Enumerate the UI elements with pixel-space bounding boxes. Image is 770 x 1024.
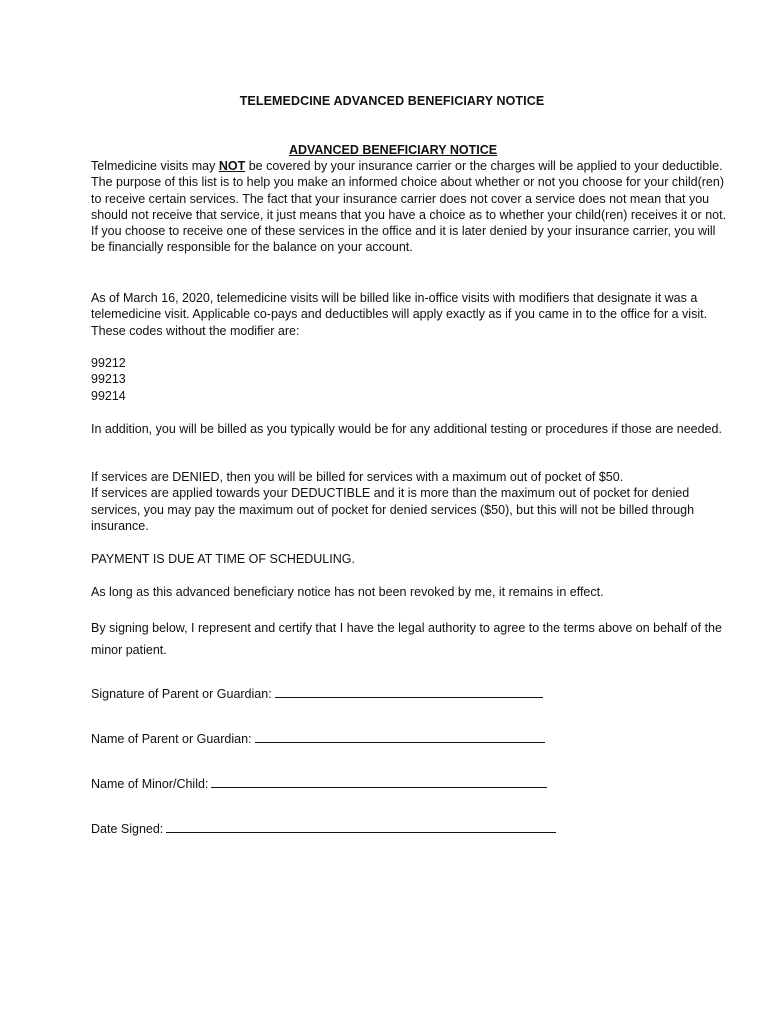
code-item: 99212 bbox=[91, 356, 126, 370]
date-signed-field[interactable] bbox=[91, 821, 556, 836]
signing-text: By signing below, I represent and certify that I have the legal authority to agree to the terms above on behalf of the minor patient. bbox=[91, 621, 722, 657]
code-list bbox=[91, 355, 731, 404]
minor-name-label: Name of Minor/Child: bbox=[91, 777, 209, 791]
additional-billing-paragraph bbox=[91, 421, 731, 437]
minor-name-field[interactable] bbox=[91, 776, 547, 791]
guardian-name-line[interactable] bbox=[255, 731, 545, 743]
code-item: 99213 bbox=[91, 372, 126, 387]
denied-services-paragraph bbox=[91, 469, 731, 534]
billing-paragraph bbox=[91, 290, 731, 339]
date-signed-label: Date Signed: bbox=[91, 822, 164, 836]
signing-paragraph bbox=[91, 617, 731, 661]
code-item: 99214 bbox=[91, 388, 126, 403]
intro-text-rest: be covered by your insurance carrier or the charges will be applied to your deductible. The purpose of this list is to help you make an informed choice about whether or not you choose for your child(ren) to receive certain services. The fact that your insurance carrier does not cover a service does not mean that you should not receive that service, it just means that you have a choice as to whether your child(ren) receives it or not. If you choose to receive one of these services in the office and it is later denied by your insurance carrier, you will be financially responsible for the balance on your account. bbox=[91, 159, 727, 255]
signature-label: Signature of Parent or Guardian: bbox=[91, 687, 272, 701]
payment-notice bbox=[91, 551, 731, 567]
signature-field[interactable] bbox=[91, 686, 543, 701]
guardian-name-field[interactable] bbox=[91, 731, 545, 746]
intro-emphasis: NOT bbox=[218, 159, 246, 173]
billing-text: As of March 16, 2020, telemedicine visits will be billed like in-office visits with modifiers that designate it was a telemedicine visit. Applicable co-pays and deductibles will apply exactly as if you came in to the office for a visit. These codes without the modifier are: bbox=[91, 291, 708, 338]
intro-text-start: Telmedicine visits may bbox=[91, 159, 219, 173]
guardian-name-label: Name of Parent or Guardian: bbox=[91, 732, 252, 746]
effect-text: As long as this advanced beneficiary notice has not been revoked by me, it remains in effect. bbox=[91, 585, 604, 599]
denied-line-1: If services are DENIED, then you will be billed for services with a maximum out of pocket of $50. bbox=[91, 470, 624, 484]
effect-paragraph bbox=[91, 584, 731, 600]
denied-line-2: If services are applied towards your DEDUCTIBLE and it is more than the maximum out of pocket for denied services, you may pay the maximum out of pocket for denied services ($50), but this will not be billed through insurance. bbox=[91, 486, 695, 533]
section-title: ADVANCED BENEFICIARY NOTICE bbox=[288, 143, 498, 157]
intro-paragraph bbox=[91, 158, 731, 256]
signature-line[interactable] bbox=[275, 686, 543, 698]
date-signed-line[interactable] bbox=[166, 821, 556, 833]
minor-name-line[interactable] bbox=[211, 776, 547, 788]
additional-billing-text: In addition, you will be billed as you typically would be for any additional testing or procedures if those are needed. bbox=[91, 422, 722, 436]
document-title: TELEMEDCINE ADVANCED BENEFICIARY NOTICE bbox=[239, 94, 545, 108]
payment-text: PAYMENT IS DUE AT TIME OF SCHEDULING. bbox=[91, 552, 355, 566]
